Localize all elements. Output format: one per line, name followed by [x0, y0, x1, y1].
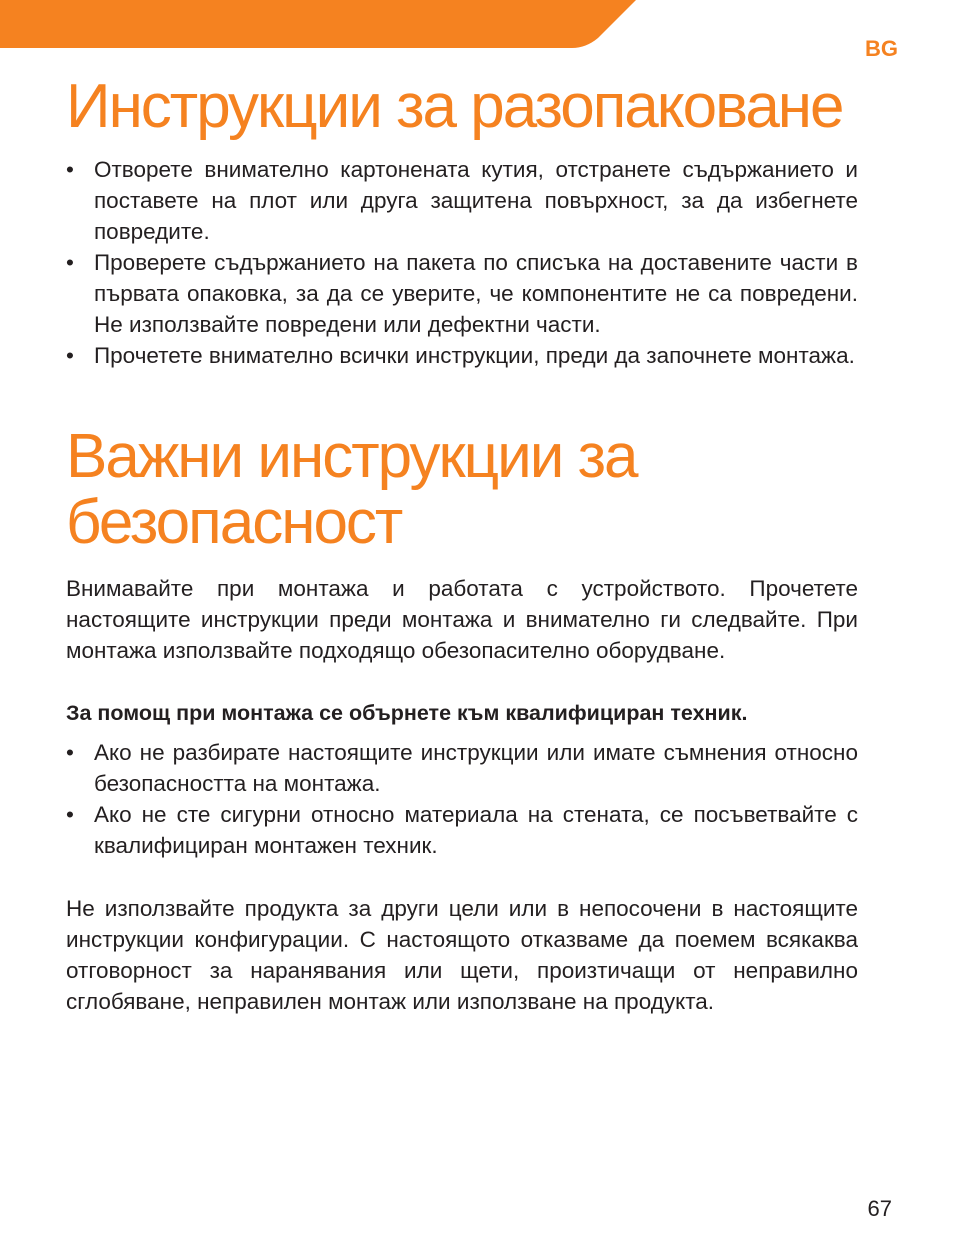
list-item: • Прочетете внимателно всички инструкции, преди да започнете монтажа.: [66, 340, 858, 371]
section-title-safety: Важни инструкции за безопасност: [66, 422, 637, 557]
list-item: • Проверете съдържанието на пакета по списъка на доставените части в първата опаковка, за да се уверите, че компонентите не са повредени. Не използвайте повредени или дефектни части.: [66, 247, 858, 340]
page-number: 67: [867, 1196, 892, 1221]
bullet-icon: •: [66, 343, 74, 368]
bullet-icon: •: [66, 802, 74, 827]
unpacking-list: [66, 154, 858, 371]
bullet-icon: •: [66, 157, 74, 182]
safety-note: За помощ при монтажа се обърнете към квалифициран техник.: [66, 701, 748, 725]
header-accent-band: [0, 0, 640, 50]
section-title-unpacking: Инструкции за разопаковане: [66, 72, 843, 141]
list-item: • Ако не сте сигурни относно материала на стената, се посъветвайте с квалифициран монтажен техник.: [66, 799, 858, 861]
language-code: BG: [865, 36, 898, 61]
disclaimer: Не използвайте продукта за други цели или в непосочени в настоящите инструкции конфигурации. С настоящото отказваме да поемем всякаква отговорност за наранявания или щети, произтичащи от неправилно сглобяване, неправилен монтаж или използване на продукта.: [66, 896, 858, 1014]
safety-intro: Внимавайте при монтажа и работата с устройството. Прочетете настоящите инструкции преди монтажа и внимателно ги следвайте. При монтажа използвайте подходящо обезопасително оборудване.: [66, 576, 858, 663]
bullet-icon: •: [66, 250, 74, 275]
list-item: • Ако не разбирате настоящите инструкции или имате съмнения относно безопасността на монтажа.: [66, 737, 858, 799]
bullet-icon: •: [66, 740, 74, 765]
list-item: • Отворете внимателно картонената кутия, отстранете съдържанието и поставете на плот или друга защитена повърхност, за да избегнете повредите.: [66, 154, 858, 247]
safety-list: [66, 737, 858, 861]
